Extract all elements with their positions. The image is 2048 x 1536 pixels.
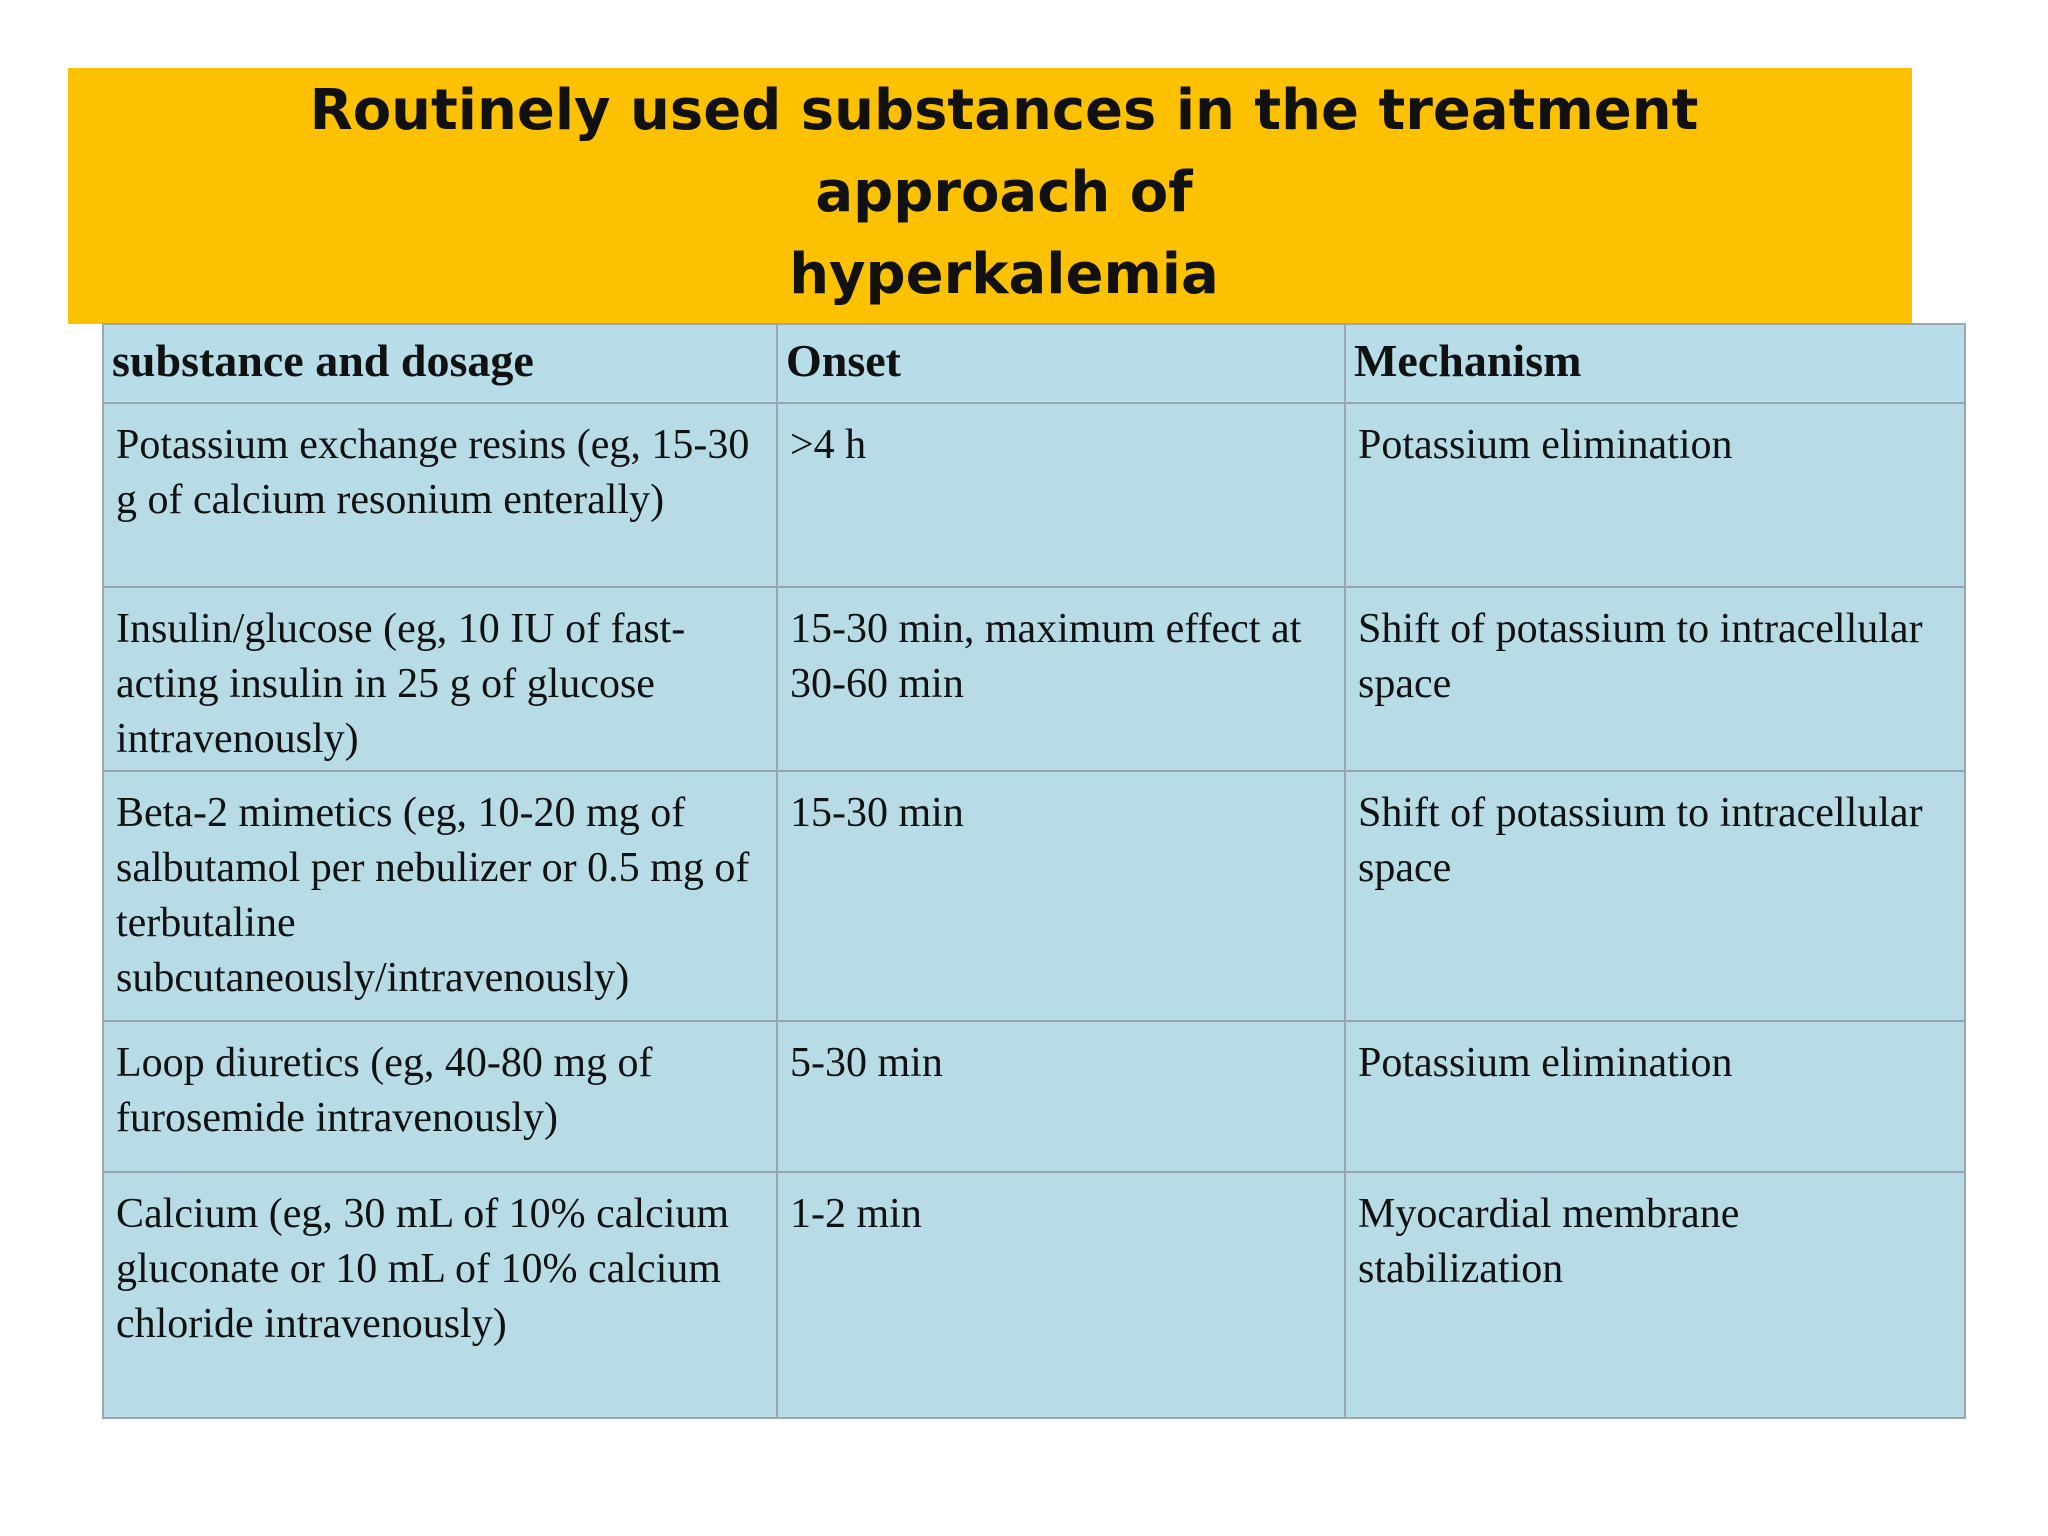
cell-substance: Potassium exchange resins (eg, 15-30 g of calcium resonium enterally) — [103, 403, 777, 587]
cell-substance: Beta-2 mimetics (eg, 10-20 mg of salbutamol per nebulizer or 0.5 mg of terbutaline subcutaneously/intravenously) — [103, 771, 777, 1021]
cell-onset: 15-30 min, maximum effect at 30-60 min — [777, 587, 1345, 771]
header-onset: Onset — [777, 324, 1345, 403]
table-row — [103, 771, 1965, 1021]
header-mechanism: Mechanism — [1345, 324, 1965, 403]
slide-title-line-2: hyperkalemia — [789, 242, 1219, 307]
header-substance: substance and dosage — [103, 324, 777, 403]
cell-onset: 1-2 min — [777, 1172, 1345, 1418]
slide-title — [194, 70, 1814, 322]
table-row — [103, 587, 1965, 771]
table-row — [103, 1021, 1965, 1172]
cell-substance: Calcium (eg, 30 mL of 10% calcium gluconate or 10 mL of 10% calcium chloride intravenously) — [103, 1172, 777, 1418]
cell-onset: >4 h — [777, 403, 1345, 587]
cell-substance: Loop diuretics (eg, 40-80 mg of furosemide intravenously) — [103, 1021, 777, 1172]
cell-mechanism: Shift of potassium to intracellular space — [1345, 587, 1965, 771]
cell-mechanism: Potassium elimination — [1345, 1021, 1965, 1172]
table-row — [103, 403, 1965, 587]
cell-onset: 5-30 min — [777, 1021, 1345, 1172]
table-row — [103, 1172, 1965, 1418]
cell-onset: 15-30 min — [777, 771, 1345, 1021]
slide-title-line-1: Routinely used substances in the treatment approach of — [309, 78, 1699, 225]
treatment-table — [102, 323, 1966, 1419]
cell-substance: Insulin/glucose (eg, 10 IU of fast-acting insulin in 25 g of glucose intravenously) — [103, 587, 777, 771]
cell-mechanism: Shift of potassium to intracellular space — [1345, 771, 1965, 1021]
cell-mechanism: Myocardial membrane stabilization — [1345, 1172, 1965, 1418]
cell-mechanism: Potassium elimination — [1345, 403, 1965, 587]
title-banner — [68, 68, 1912, 324]
table-header-row — [103, 324, 1965, 403]
